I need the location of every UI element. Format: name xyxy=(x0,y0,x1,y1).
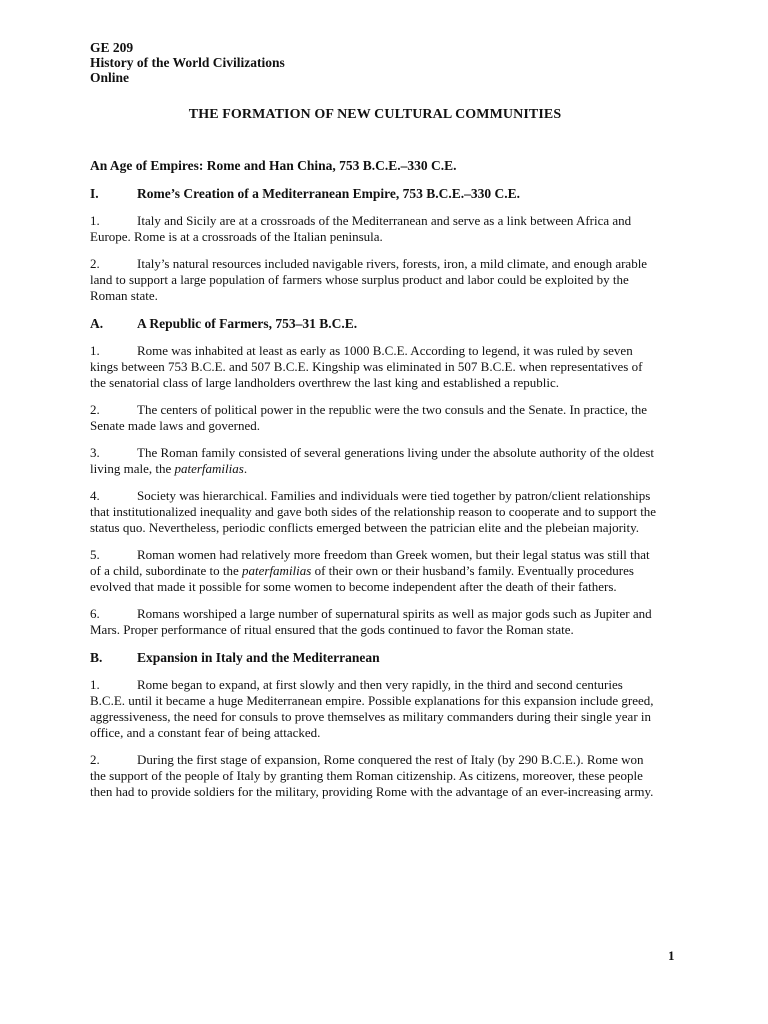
paragraph-text: Roman women had relatively more freedom than Greek women, but their legal status was still that of a child, subordinate to the xyxy=(90,547,650,578)
section-heading-A xyxy=(90,315,660,332)
paragraph-text: Romans worshiped a large number of supernatural spirits as well as major gods such as Jupiter and Mars. Proper performance of ritual ensured that the gods continued to favor the Roman state. xyxy=(90,606,652,637)
paragraph-text: Society was hierarchical. Families and individuals were tied together by patron/client relationships that institutionalized inequality and gave both sides of the relationship reason to cooperate and to support the status quo. Nevertheless, periodic conflicts emerged between the patrician elite and the plebeian majority. xyxy=(90,488,657,535)
latin-term: paterfamilias xyxy=(174,461,244,476)
paragraph-text: During the first stage of expansion, Rome conquered the rest of Italy (by 290 B.C.E.). Rome won the support of the people of Italy by granting them Roman citizenship. As citizens, moreover, these people then had to provide soldiers for the military, providing Rome with the advantage of an ever-increasing army. xyxy=(90,752,654,799)
paragraph-number: 1. xyxy=(90,213,100,228)
section-title: Rome’s Creation of a Mediterranean Empire, 753 B.C.E.–330 C.E. xyxy=(137,186,520,201)
paragraph-text: The centers of political power in the republic were the two consuls and the Senate. In practice, the Senate made laws and governed. xyxy=(90,402,648,433)
paragraph-B-1 xyxy=(90,677,660,741)
paragraph-number: 4. xyxy=(90,488,100,503)
section-title: Expansion in Italy and the Mediterranean xyxy=(137,650,380,665)
document-page xyxy=(90,40,660,800)
section-title: A Republic of Farmers, 753–31 B.C.E. xyxy=(137,316,358,331)
paragraph-text: Italy’s natural resources included navigable rivers, forests, iron, a mild climate, and enough arable land to support a large population of farmers whose surplus product and labor could be exploited by the Roman state. xyxy=(90,256,648,303)
paragraph-A-5 xyxy=(90,547,660,595)
paragraph-text: Italy and Sicily are at a crossroads of the Mediterranean and serve as a link between Africa and Europe. Rome is at a crossroads of the Italian peninsula. xyxy=(90,213,632,244)
course-header xyxy=(90,40,660,85)
paragraph-number: 1. xyxy=(90,343,100,358)
chapter-heading: An Age of Empires: Rome and Han China, 753 B.C.E.–330 C.E. xyxy=(90,158,457,173)
section-number: B. xyxy=(90,650,103,665)
section-heading-B xyxy=(90,649,660,666)
paragraph-I-2 xyxy=(90,256,660,304)
paragraph-number: 2. xyxy=(90,752,100,767)
paragraph-number: 6. xyxy=(90,606,100,621)
document-title: THE FORMATION OF NEW CULTURAL COMMUNITIES xyxy=(188,107,562,122)
paragraph-number: 2. xyxy=(90,256,100,271)
paragraph-number: 2. xyxy=(90,402,100,417)
paragraph-number: 5. xyxy=(90,547,100,562)
course-mode: Online xyxy=(90,70,130,85)
section-number: A. xyxy=(90,316,104,331)
course-code: GE 209 xyxy=(90,40,134,55)
paragraph-A-4 xyxy=(90,488,660,536)
paragraph-A-6 xyxy=(90,606,660,638)
paragraph-text: Rome was inhabited at least as early as 1000 B.C.E. According to legend, it was ruled by seven kings between 753 B.C.E. and 507 B.C.E. Kingship was eliminated in 507 B.C.E. when representatives of the senatorial class of large landholders overthrew the last king and established a republic. xyxy=(90,343,643,390)
paragraph-I-1 xyxy=(90,213,660,245)
paragraph-text: The Roman family consisted of several generations living under the absolute authority of the oldest living male, the xyxy=(90,445,654,476)
paragraph-A-3 xyxy=(90,445,660,477)
paragraph-number: 1. xyxy=(90,677,100,692)
paragraph-text-end: . xyxy=(243,461,248,476)
paragraph-text: Rome began to expand, at first slowly and then very rapidly, in the third and second centuries B.C.E. until it became a huge Mediterranean empire. Possible explanations for this expansion include greed, aggressiveness, the need for consuls to prove themselves as military commanders during their single year in office, and a constant fear of being attacked. xyxy=(90,677,654,740)
paragraph-A-1 xyxy=(90,343,660,391)
paragraph-text-end: of their own or their husband’s family. Eventually procedures evolved that made it possible for some women to become independent after the death of their fathers. xyxy=(90,563,634,594)
latin-term: paterfamilias xyxy=(242,563,312,578)
section-heading-I xyxy=(90,185,660,202)
paragraph-B-2 xyxy=(90,752,660,800)
course-name: History of the World Civilizations xyxy=(90,55,285,70)
page-number: 1 xyxy=(668,948,675,963)
paragraph-A-2 xyxy=(90,402,660,434)
section-number: I. xyxy=(90,186,99,201)
paragraph-number: 3. xyxy=(90,445,100,460)
